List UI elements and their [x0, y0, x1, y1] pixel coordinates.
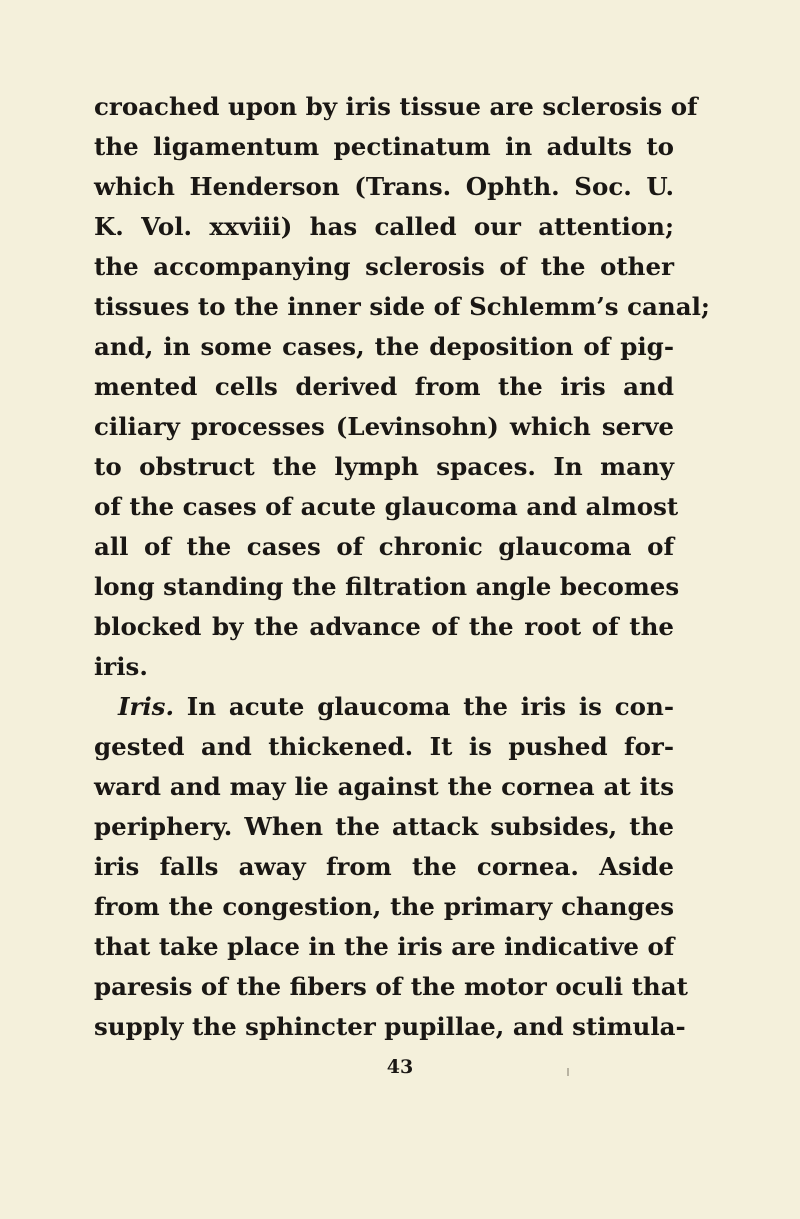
text-line: ciliary processes (Levinsohn) which serve [94, 412, 674, 441]
text-line: of the cases of acute glaucoma and almost [94, 492, 679, 521]
text-line: tissues to the inner side of Schlemm’s canal; [94, 292, 710, 321]
section-heading: Iris. [118, 692, 174, 721]
text-line: iris falls away from the cornea. Aside [94, 852, 674, 881]
page-number: 43 [386, 1056, 414, 1078]
body-text [94, 87, 710, 1047]
text-line: supply the sphincter pupillae, and stimula- [94, 1012, 686, 1041]
text-line: ward and may lie against the cornea at its [94, 772, 674, 801]
section-first-line [94, 687, 674, 727]
text-line: the ligamentum pectinatum in adults to [94, 132, 674, 161]
text-line: that take place in the iris are indicative of [94, 932, 675, 961]
text-line: croached upon by iris tissue are sclerosis of [94, 92, 698, 121]
text-line: all of the cases of chronic glaucoma of [94, 532, 674, 561]
section-first-line-text: In acute glaucoma the iris is con- [174, 692, 674, 721]
text-line: periphery. When the attack subsides, the [94, 812, 674, 841]
text-line: and, in some cases, the deposition of pig- [94, 332, 674, 361]
paper-speck [567, 1068, 569, 1076]
text-line: the accompanying sclerosis of the other [94, 252, 674, 281]
text-line: which Henderson (Trans. Ophth. Soc. U. [94, 172, 674, 201]
text-line: blocked by the advance of the root of the [94, 612, 674, 641]
text-line: K. Vol. xxviii) has called our attention; [94, 212, 674, 241]
text-line: from the congestion, the primary changes [94, 892, 674, 921]
text-line: gested and thickened. It is pushed for- [94, 732, 674, 761]
text-line: long standing the filtration angle becomes [94, 572, 680, 601]
text-line: paresis of the fibers of the motor oculi that [94, 972, 688, 1001]
text-line: to obstruct the lymph spaces. In many [94, 452, 674, 481]
text-line: mented cells derived from the iris and [94, 372, 674, 401]
text-line: iris. [94, 652, 148, 681]
